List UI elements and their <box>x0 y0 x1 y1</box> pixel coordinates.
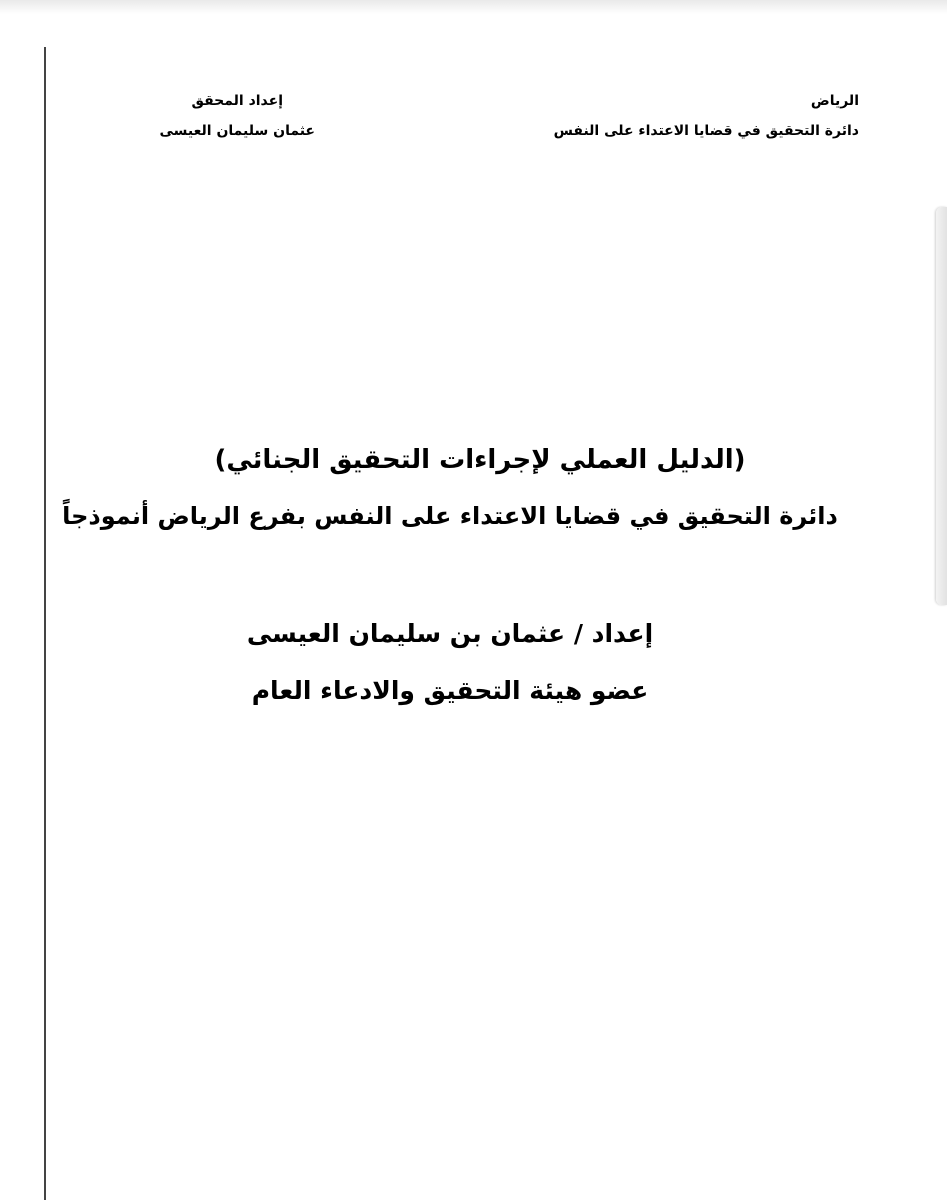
header-right <box>554 90 859 150</box>
scrollbar-thumb[interactable] <box>936 207 947 605</box>
header-department: دائرة التحقيق في قضايا الاعتداء على النفس <box>553 123 859 139</box>
header-left <box>160 90 316 150</box>
header-prepared-by-label: إعداد المحقق <box>191 93 284 109</box>
member-line: عضو هيئة التحقيق والادعاء العام <box>251 676 649 705</box>
document-title: (الدليل العملي لإجراءات التحقيق الجنائي) <box>214 445 746 475</box>
author-line: إعداد / عثمان بن سليمان العيسى <box>246 619 654 648</box>
document-subtitle: دائرة التحقيق في قضايا الاعتداء على النفس بفرع الرياض أنموذجاً <box>62 502 838 530</box>
header-city: الرياض <box>810 93 859 109</box>
header-investigator-name: عثمان سليمان العيسى <box>159 123 315 139</box>
left-margin-line <box>44 47 46 1200</box>
top-edge-shadow <box>0 0 947 14</box>
